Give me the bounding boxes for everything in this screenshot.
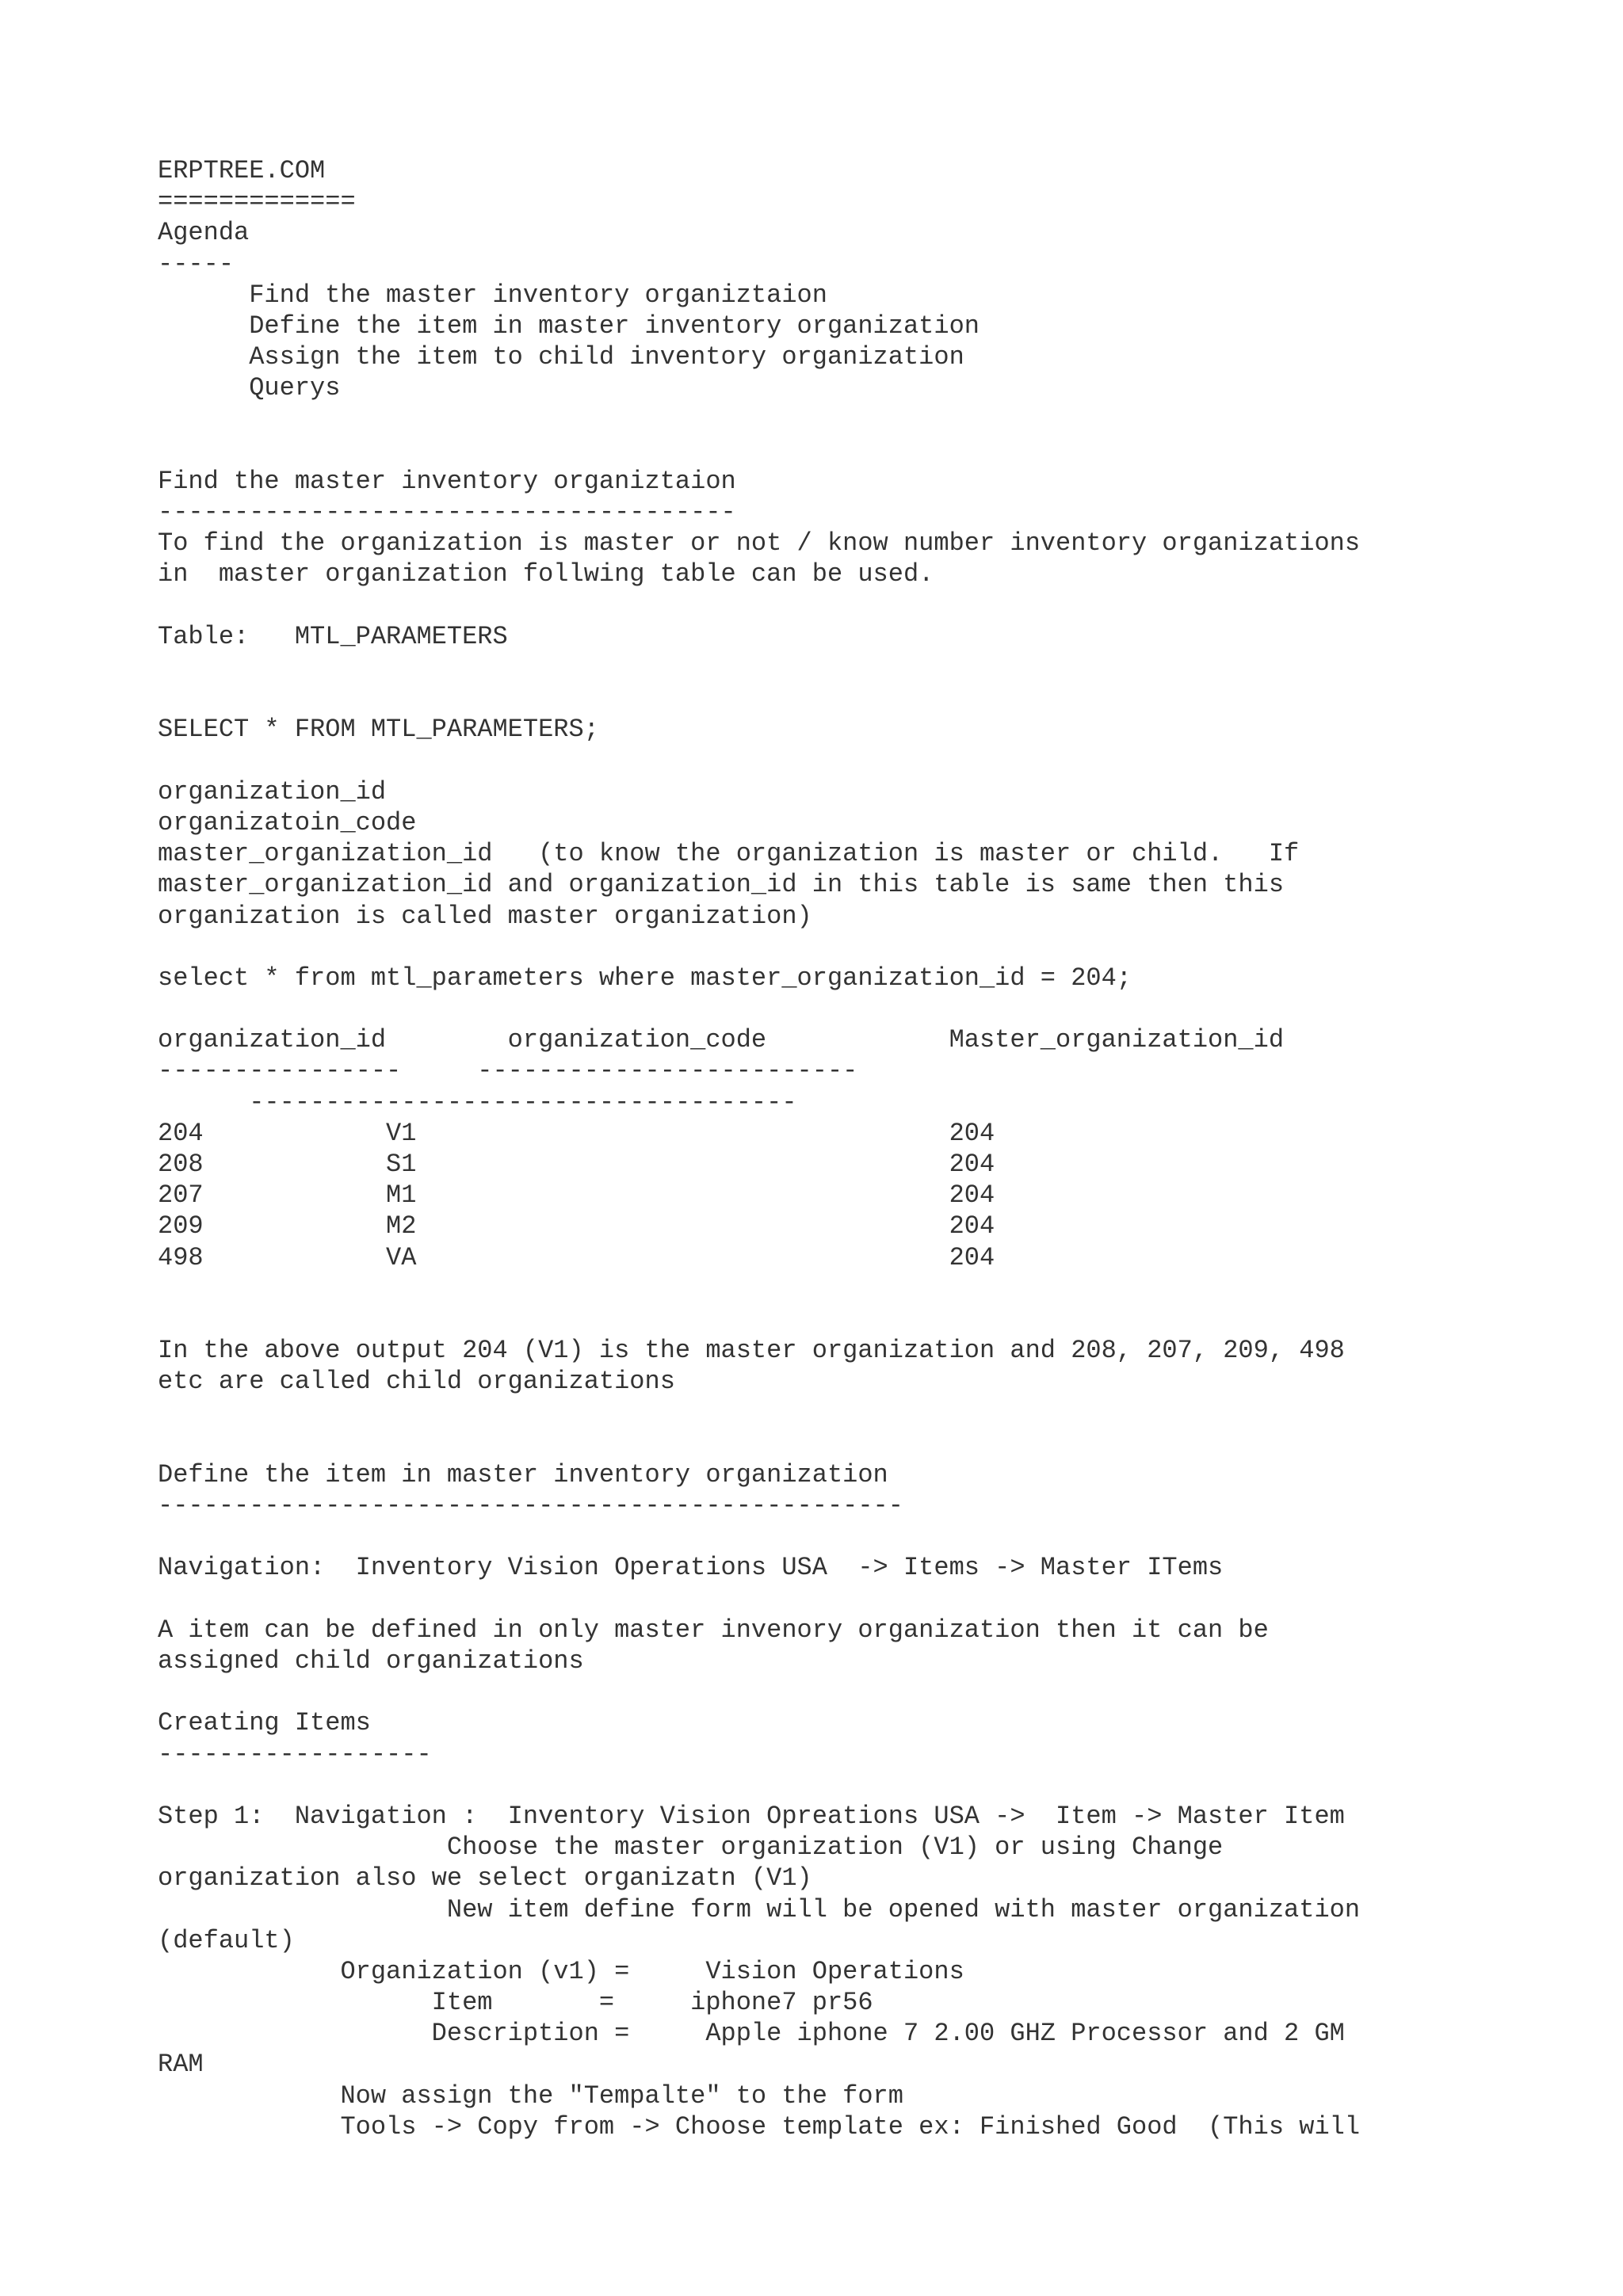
text-line: etc are called child organizations: [158, 1367, 675, 1397]
text-line: 208 S1 204: [158, 1150, 995, 1179]
text-line: [158, 1770, 1584, 1801]
text-line: Creating Items: [158, 1708, 371, 1738]
text-line: Choose the master organization (V1) or using Change: [158, 1833, 1224, 1863]
text-line: organization also we select organizatn (V1): [158, 1863, 812, 1894]
text-line: Now assign the "Tempalte" to the form: [158, 2081, 903, 2111]
text-line: organization_id: [158, 776, 387, 807]
text-line: organization is called master organization): [158, 901, 812, 931]
text-line: Querys: [158, 373, 341, 403]
text-line: organization_id organization_code Master_organization_id: [158, 1025, 1285, 1055]
text-line: -------------------------------------------------: [158, 1491, 903, 1521]
text-line: =============: [158, 187, 356, 217]
text-line: [158, 932, 1584, 963]
text-line: In the above output 204 (V1) is the master organization and 208, 207, 209, 498: [158, 1336, 1345, 1366]
text-line: [158, 1428, 1584, 1459]
text-line: [158, 1398, 1584, 1428]
text-line: [158, 1521, 1584, 1552]
text-line: Find the master inventory organiztaion: [158, 466, 736, 496]
text-line: Find the master inventory organiztaion: [158, 280, 827, 310]
document-body: [158, 155, 1584, 2142]
text-line: [158, 683, 1584, 714]
text-line: SELECT * FROM MTL_PARAMETERS;: [158, 715, 599, 745]
text-line: ------------------: [158, 1739, 432, 1769]
text-line: organizatoin_code: [158, 807, 417, 837]
text-line: Define the item in master inventory organization: [158, 311, 980, 341]
text-line: [158, 404, 1584, 435]
text-line: [158, 590, 1584, 621]
text-line: 207 M1 204: [158, 1180, 995, 1211]
text-line: 498 VA 204: [158, 1242, 995, 1272]
text-line: To find the organization is master or not / know number inventory organizations: [158, 528, 1361, 559]
text-line: Organization (v1) = Vision Operations: [158, 1956, 964, 1986]
text-line: Define the item in master inventory organization: [158, 1459, 888, 1489]
text-line: [158, 1273, 1584, 1304]
text-line: Agenda: [158, 218, 250, 248]
text-line: [158, 435, 1584, 466]
text-line: [158, 1676, 1584, 1707]
text-line: Assign the item to child inventory organization: [158, 342, 964, 372]
text-line: ------------------------------------: [158, 1087, 797, 1117]
text-line: Navigation: Inventory Vision Operations USA -> Items -> Master ITems: [158, 1553, 1224, 1583]
text-line: master_organization_id and organization_id in this table is same then this: [158, 870, 1285, 900]
text-line: RAM: [158, 2050, 204, 2080]
text-line: Step 1: Navigation : Inventory Vision Opreations USA -> Item -> Master Item: [158, 1801, 1345, 1831]
text-line: ERPTREE.COM: [158, 156, 326, 185]
text-line: Table: MTL_PARAMETERS: [158, 621, 508, 651]
text-line: Tools -> Copy from -> Choose template ex: Finished Good (This will: [158, 2111, 1361, 2142]
text-line: ---------------- -------------------------: [158, 1056, 858, 1086]
text-line: [158, 1584, 1584, 1615]
text-line: Description = Apple iphone 7 2.00 GHZ Processor and 2 GM: [158, 2019, 1345, 2049]
text-line: (default): [158, 1925, 295, 1955]
text-line: 204 V1 204: [158, 1118, 995, 1148]
text-line: Item = iphone7 pr56: [158, 1988, 873, 2018]
text-line: [158, 994, 1584, 1024]
text-line: --------------------------------------: [158, 498, 736, 528]
text-line: [158, 1304, 1584, 1335]
text-line: New item define form will be opened with master organization: [158, 1894, 1361, 1924]
text-line: [158, 652, 1584, 683]
text-line: 209 M2 204: [158, 1211, 995, 1241]
text-line: -----: [158, 249, 235, 279]
text-line: A item can be defined in only master invenory organization then it can be: [158, 1615, 1269, 1645]
text-line: assigned child organizations: [158, 1646, 584, 1676]
text-line: in master organization follwing table can be used.: [158, 559, 934, 589]
text-line: master_organization_id (to know the organization is master or child. If: [158, 839, 1300, 869]
text-line: select * from mtl_parameters where master_organization_id = 204;: [158, 963, 1132, 993]
text-line: [158, 746, 1584, 776]
